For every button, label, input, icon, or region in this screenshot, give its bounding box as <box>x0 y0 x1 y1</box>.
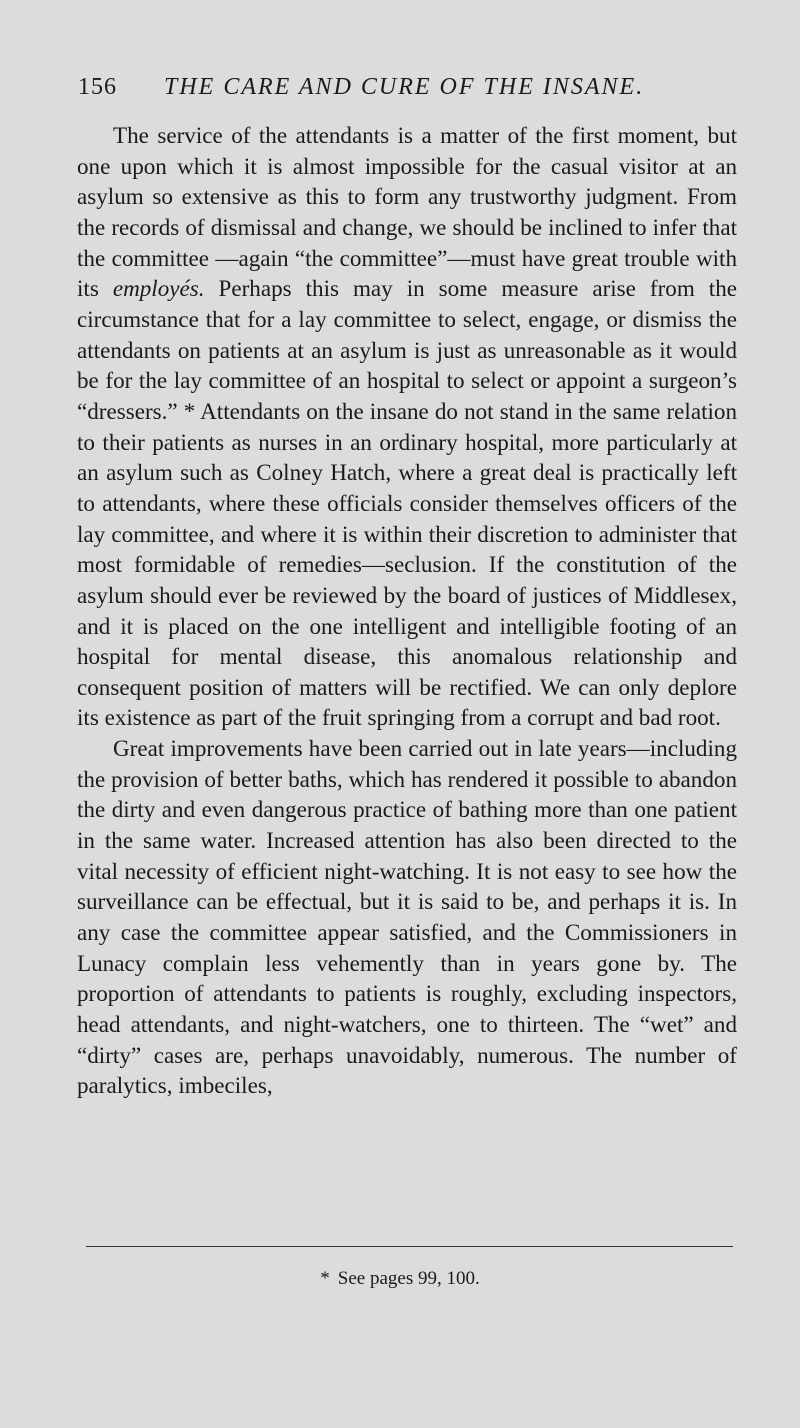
italic-word: employés. <box>112 275 205 302</box>
paragraph-text: Perhaps this may in some measure arise from the circumstance that for a lay committee to select, engage, or dismiss the attendants on patients at an asylum is just as unreasonable as it would be for the lay committee of an hospital to select or appoint a surgeon’s “dressers.” * Attendants on the insane do not stand in the same relation to their patients as nurses in an ordinary hospital, more particularly at an asylum such as Colney Hatch, where a great deal is practically left to attendants, where these officials consider themselves officers of the lay committee, and where it is within their discretion to administer that most formidable of remedies—seclusion. If the constitution of the asylum should ever be reviewed by the board of justices of Middlesex, and it is placed on the one intelligent and intelligible footing of an hospital for mental disease, this anomalous relationship and consequent position of matters will be rectified. We can only deplore its existence as part of the fruit springing from a corrupt and bad root. <box>77 275 737 731</box>
paragraph <box>77 120 737 733</box>
paragraph: Great improvements have been carried out in late years—including the provision of better baths, which has rendered it possible to abandon the dirty and even dangerous practice of bathing more than one patient in the same water. Increased attention has also been directed to the vital necessity of efficient night-watching. It is not easy to see how the surveillance can be effectual, but it is said to be, and perhaps it is. In any case the committee appear satisfied, and the Commissioners in Lunacy complain less vehemently than in years gone by. The proportion of attendants to patients is roughly, excluding inspectors, head attendants, and night-watchers, one to thirteen. The “wet” and “dirty” cases are, perhaps unavoidably, numerous. The number of paralytics, imbeciles, <box>77 735 737 1099</box>
footnote <box>0 1268 800 1290</box>
footnote-marker: * <box>320 1268 330 1289</box>
running-title: THE CARE AND CURE OF THE INSANE. <box>164 74 645 100</box>
footnote-rule <box>86 1246 733 1247</box>
footnote-text: See pages 99, 100. <box>337 1268 480 1289</box>
body-text <box>77 120 737 1101</box>
paragraph-text: The service of the attendants is a matter of the first moment, but one upon which it is almost impossible for the casual visitor at an asylum so extensive as this to form any trustworthy judgment. From the records of dismissal and change, we should be inclined to infer that the committee —again “the committee”—must have great trouble with its <box>77 122 737 302</box>
page-number: 156 <box>78 74 117 100</box>
page-header <box>78 74 738 108</box>
